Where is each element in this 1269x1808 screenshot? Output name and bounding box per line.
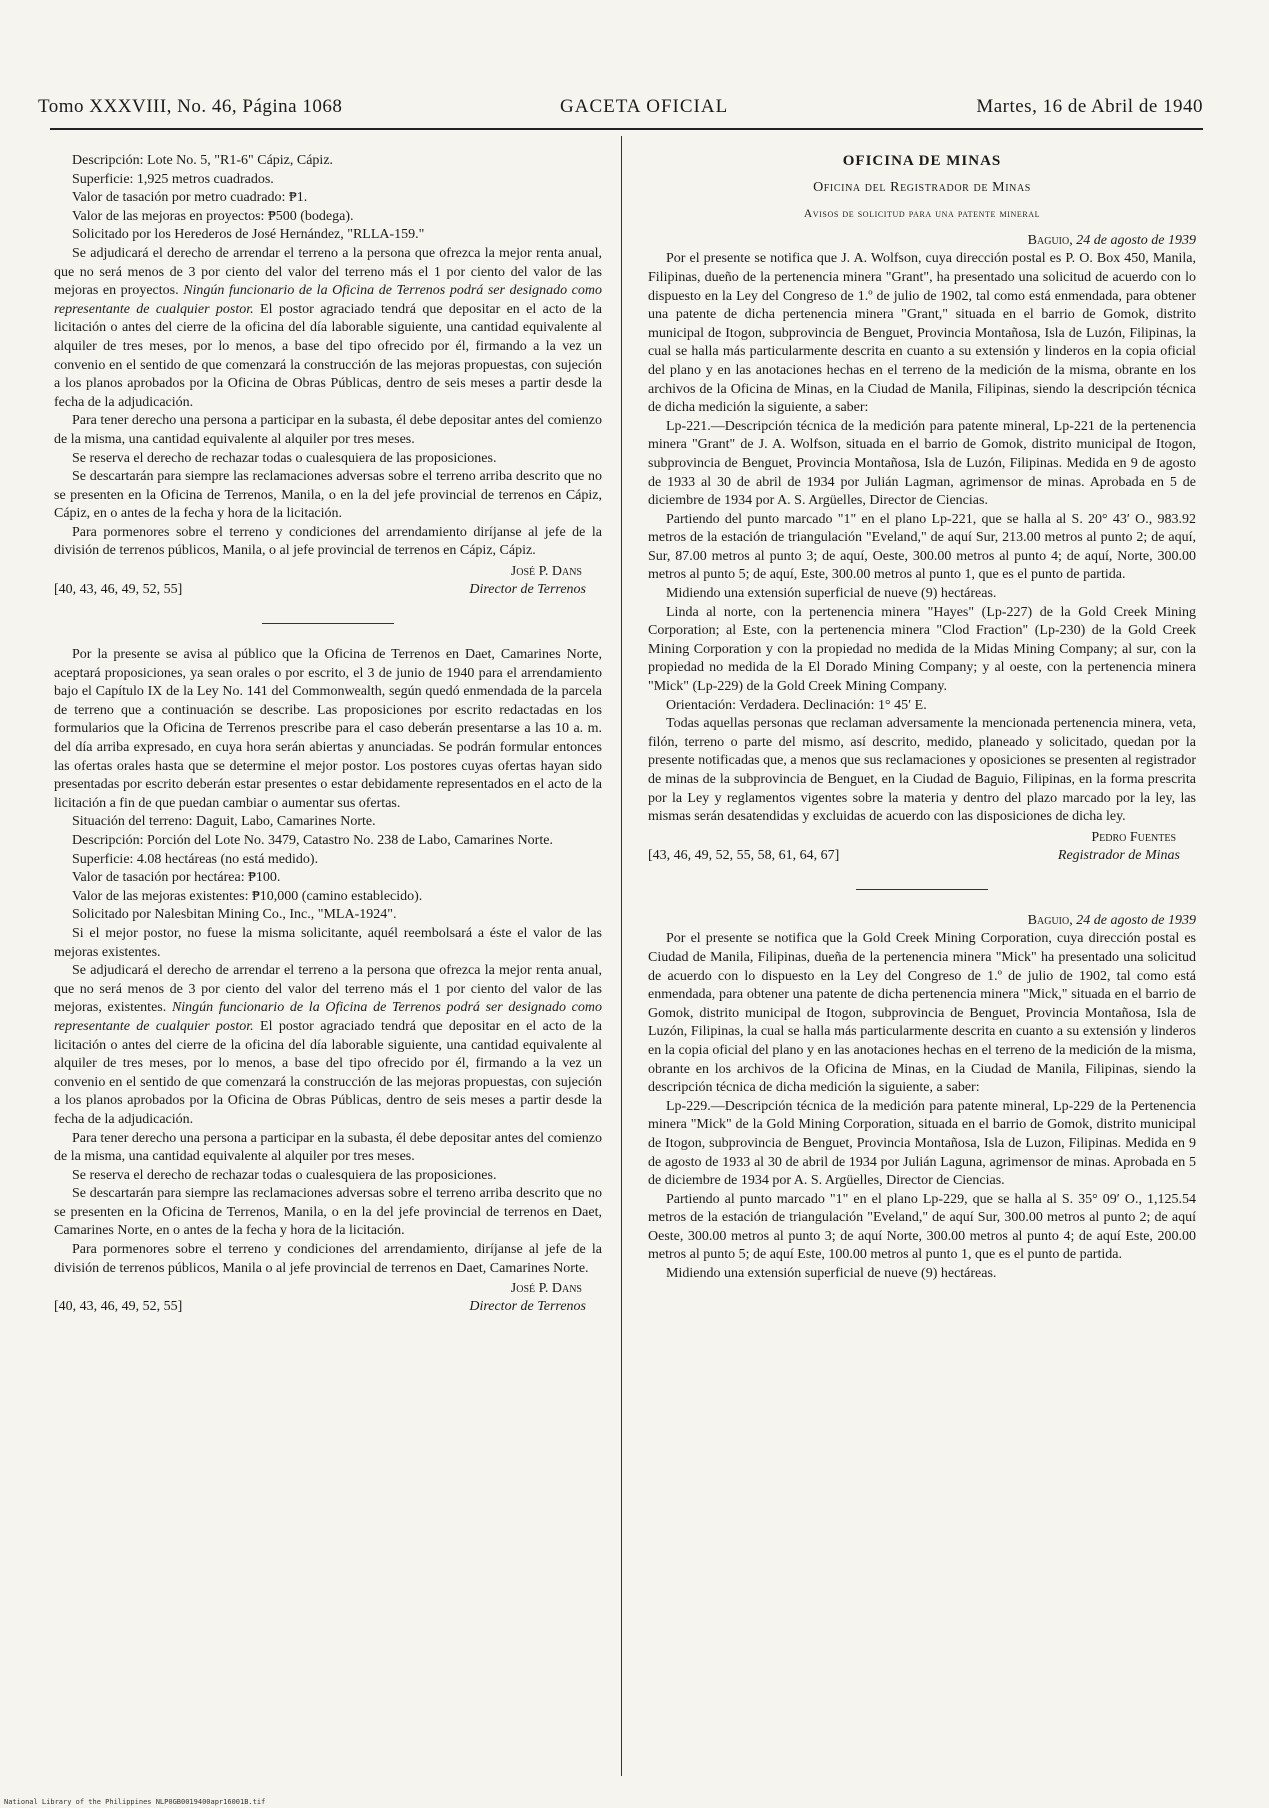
column-divider [621, 136, 622, 1776]
lot-improvements: Valor de las mejoras en proyectos: ₱500 (bodega). [72, 208, 354, 224]
signer-name: José P. Dans [510, 1281, 582, 1297]
signer-title: Director de Terrenos [469, 1299, 586, 1315]
deposit-paragraph: Para tener derecho una persona a participar en la subasta, él debe depositar antes del comienzo de la misma, una cantidad equivalente al alquiler por tres meses. [54, 413, 602, 447]
boundaries-paragraph: Linda al norte, con la pertenencia minera "Hayes" (Lp-227) de la Gold Creek Mining Corporation; al Este, con la pertenencia minera "Clod Fraction" (Lp-230) de la Gold Creek Mining Corporation y con la propiedad no medida de la Midas Mining Company; al sur, con la propiedad no medida de la El Dorado Mining Company; y al oeste, con la pertenencia minera "Mick" (Lp-229) de la Gold Creek Mining Company. [648, 604, 1196, 695]
award-paragraph: Se adjudicará el derecho de arrendar el terreno a la persona que ofrezca la mejor renta anual, que no será menos de 3 por ciento del valor del terreno más el 1 por ciento del valor de las mejoras, existentes. Ningún funcionario de la Oficina de Terrenos podrá ser designado como representante de cualquier postor. El postor agraciado tendrá que depositar en el acto de la licitación o antes del cierre de la oficina del día laborable siguiente, una cantidad equivalente al alquiler de tres meses, por lo menos, a base del tipo ofrecido por él, firmando a la vez un convenio en el sentido de que comenzará la construcción de las mejoras propuestas, con sujeción a los planos aprobados por la Oficina de Obras Públicas, dentro de seis meses a partir desde la fecha de la adjudicación. [54, 963, 603, 1127]
section-subheading: Oficina del Registrador de Minas [813, 179, 1031, 195]
left-column [54, 152, 602, 1318]
notice-intro: Por la presente se avisa al público que la Oficina de Terrenos en Daet, Camarines Norte, aceptará proposiciones, ya sean orales o por escrito, el 3 de junio de 1940 para el arrendamiento bajo el Capítulo IX de la Ley No. 141 del Commonwealth, según quedó enmendada de la parcela de terreno que a continuación se describe. Las proposiciones por escrito redactadas en los formularios que la Oficina de Terrenos prescribe para el caso deberán presentarse a las 10 a. m. del día arriba expresado, en cuya hora serán abiertas y anunciadas. Se podrán formular entonces las ofertas orales hasta que se determine el mejor postor. Los postores cuyas ofertas hayan sido presentadas por escrito deberán estar presentes o estar debidamente representados en el acto de la licitación a fin de que puedan cambiar o aumentar sus ofertas. [54, 647, 602, 811]
scan-footer: National Library of the Philippines NLP0GB0019400apr16001B.tif [4, 1798, 266, 1806]
signer-title: Registrador de Minas [1057, 847, 1180, 863]
signature-block [54, 1280, 602, 1318]
claims-paragraph: Todas aquellas personas que reclaman adversamente la mencionada pertenencia minera, veta, filón, terreno o parte del mismo, así descrito, medido, planeado y solicitado, quedan por la presente notificadas que, a menos que sus reclamaciones y oposiciones se presenten al registrador de minas de la subprovincia de Benguet, en la Ciudad de Baguio, Filipinas, en la forma prescrita por la Ley y reglamentos vigentes sobre la materia y dentro del plazo marcado por la ley, las mismas serán desatendidas y excluidas de acuerdo con las disposiciones de dicha ley. [648, 716, 1196, 825]
lot-area: Superficie: 4.08 hectáreas (no está medido). [72, 851, 319, 867]
issue-refs: [43, 46, 49, 52, 55, 58, 61, 64, 67] [648, 847, 840, 863]
section-heading: OFICINA DE MINAS [842, 153, 1002, 169]
issue-refs: [40, 43, 46, 49, 52, 55] [54, 1299, 183, 1315]
dateline: Baguio, 24 de agosto de 1939 [1027, 232, 1196, 248]
lot-applicant: Solicitado por los Herederos de José Hernández, "RLLA-159." [72, 227, 425, 243]
issue-refs: [40, 43, 46, 49, 52, 55] [54, 582, 183, 598]
discard-paragraph: Se descartarán para siempre las reclamaciones adversas sobre el terreno arriba descrito que no se presenten en la Oficina de Terrenos, Manila, o en la del jefe provincial de terrenos en Cápiz, Cápiz, en o antes de la fecha y hora de la licitación. [54, 469, 602, 522]
details-paragraph: Para pormenores sobre el terreno y condiciones del arrendamiento, diríjanse al jefe de la división de terrenos públicos, Manila o al jefe provincial de terrenos en Daet, Camarines Norte. [54, 1242, 602, 1276]
notice-cápiz [54, 152, 602, 601]
notice-paragraph: Por el presente se notifica que la Gold Creek Mining Corporation, cuya dirección postal es Ciudad de Manila, Filipinas, dueña de la pertenencia minera "Mick" ha presentado una solicitud de acuerdo con lo dispuesto en la Ley del Congreso de 1.º de julio de 1902, tal como está enmendada, para obtener una patente de dicha pertenencia minera "Mick," situada en el barrio de Gomok, distrito municipal de Itogon, subprovincia de Benguet, Provincia Montañosa, Isla de Luzón, Filipinas, la cual se halla más particularmente descrita en cuanto a su extensión y linderos en la copia oficial del plano y en las anotaciones hechas en el terreno de la medición de la misma, obrante en los archivos de la Oficina de Minas, en la Ciudad de Manila, Filipinas, siendo la descripción técnica de dicha medición la siguiente, a saber: [648, 931, 1196, 1096]
notice-daet [54, 646, 602, 1318]
signature-block [54, 563, 602, 601]
lot-valuation: Valor de tasación por hectárea: ₱100. [72, 870, 281, 886]
signature-block [648, 829, 1196, 867]
survey-points: Partiendo al punto marcado "1" en el plano Lp-229, que se halla al S. 35° 09′ O., 1,125.54 metros de la estación de triangulación "Eveland," de aquí Sur, 300.00 metros al punto 2; de aquí Oeste, 300.00 metros al punto 3; de aquí Norte, 300.00 metros al punto 4; de aquí Este, 200.00 metros al punto 5; de aquí Este, 100.00 metros al punto 1, que es el punto de partida. [648, 1191, 1196, 1263]
area-paragraph: Midiendo una extensión superficial de nueve (9) hectáreas. [666, 586, 997, 602]
orientation-paragraph: Orientación: Verdadera. Declinación: 1° 45′ E. [666, 697, 927, 713]
area-paragraph: Midiendo una extensión superficial de nueve (9) hectáreas. [666, 1266, 997, 1282]
header-rule [50, 128, 1203, 130]
dateline: Baguio, 24 de agosto de 1939 [1027, 912, 1196, 928]
notice-mick [648, 912, 1196, 1284]
deposit-paragraph: Para tener derecho una persona a participar en la subasta, él debe depositar antes del comienzo de la misma, una cantidad equivalente al alquiler por tres meses. [54, 1130, 602, 1165]
header-date: Martes, 16 de Abril de 1940 [976, 96, 1203, 117]
reserve-paragraph: Se reserva el derecho de rechazar todas o cualesquiera de las proposiciones. [72, 1167, 497, 1183]
lot-area: Superficie: 1,925 metros cuadrados. [72, 171, 274, 187]
land-location: Situación del terreno: Daguit, Labo, Camarines Norte. [72, 814, 376, 830]
notice-separator [856, 889, 988, 890]
lot-valuation: Valor de tasación por metro cuadrado: ₱1. [72, 190, 308, 206]
lot-applicant: Solicitado por Nalesbitan Mining Co., Inc., "MLA-1924". [72, 907, 397, 923]
award-paragraph: Se adjudicará el derecho de arrendar el terreno a la persona que ofrezca la mejor renta anual, que no será menos de 3 por ciento del valor del terreno más el 1 por ciento del valor de las mejoras en proyectos. Ningún funcionario de la Oficina de Terrenos podrá ser designado como representante de cualquier postor. El postor agraciado tendrá que depositar en el acto de la licitación o antes del cierre de la oficina del día laborable siguiente, una cantidad equivalente al alquiler de tres meses, por lo menos, a base del tipo ofrecido por él, firmando a la vez un convenio en el sentido de que comenzará la construcción de las mejoras propuestas, con sujeción a los planos aprobados por la Oficina de Obras Públicas, dentro de seis meses a partir desde la fecha de la adjudicación. [54, 245, 603, 410]
discard-paragraph: Se descartarán para siempre las reclamaciones adversas sobre el terreno arriba descrito que no se presenten en la Oficina de Terrenos, Manila, o en la del jefe provincial de terrenos en Daet, Camarines Norte, en o antes de la fecha y hora de la licitación. [54, 1186, 602, 1239]
header-title: GACETA OFICIAL [560, 96, 729, 117]
signer-name: Pedro Fuentes [1091, 829, 1176, 845]
lot-description: Descripción: Lote No. 5, "R1-6" Cápiz, Cápiz. [72, 153, 334, 168]
section-subheading-2: Avisos de solicitud para una patente mineral [803, 208, 1041, 221]
technical-description: Lp-221.—Descripción técnica de la medición para patente mineral, Lp-221 de la pertenencia minera "Grant" de J. A. Wolfson, situada en el barrio de Gomok, distrito municipal de Itogon, subprovincia de Benguet, Provincia Montañosa, Isla de Luzón, Filipinas. Medida en 9 de agosto de 1933 al 30 de abril de 1934 por Julián Lagman, agrimensor de minas. Aprobada en 5 de diciembre de 1934 por A. S. Argüelles, Director de Ciencias. [648, 418, 1196, 509]
survey-points: Partiendo del punto marcado "1" en el plano Lp-221, que se halla al S. 20° 43′ O., 983.92 metros de la estación de triangulación "Eveland," de aquí Sur, 213.00 metros al punto 2; de aquí, Sur, 87.00 metros al punto 3; de aquí, Oeste, 300.00 metros al punto 4; de aquí, Norte, 300.00 metros al punto 5; de aquí, Este, 300.00 metros al punto 1, que es el punto de partida. [648, 511, 1196, 583]
signer-title: Director de Terrenos [469, 582, 586, 598]
notice-paragraph: Por el presente se notifica que J. A. Wolfson, cuya dirección postal es P. O. Box 450, Manila, Filipinas, dueño de la pertenencia minera "Grant", ha presentado una solicitud de acuerdo con lo dispuesto en la Ley del Congreso de 1.º de julio de 1902, tal como está enmendada, para obtener una patente de dicha pertenencia minera "Grant," situada en el barrio de Gomok, distrito municipal de Itogon, subprovincia de Benguet, Provincia Montañosa, Isla de Luzón, Filipinas, la cual se halla más particularmente descrita en cuanto a su extensión y linderos en la copia oficial del plano y en las anotaciones hechas en el terreno de la medición de la misma, obrante en los archivos de la Oficina de Minas, en la Ciudad de Manila, Filipinas, siendo la descripción técnica de dicha medición la siguiente, a saber: [648, 251, 1196, 416]
details-paragraph: Para pormenores sobre el terreno y condiciones del arrendamiento diríjanse al jefe de la división de terrenos públicos, Manila, o al jefe provincial de terrenos en Cápiz, Cápiz. [54, 524, 602, 559]
right-column [648, 152, 1196, 1284]
lot-improvements: Valor de las mejoras existentes: ₱10,000 (camino establecido). [72, 888, 423, 904]
lot-description: Descripción: Porción del Lote No. 3479, Catastro No. 238 de Labo, Camarines Norte. [72, 833, 553, 848]
reimbursement-paragraph: Si el mejor postor, no fuese la misma solicitante, aquél reembolsará a éste el valor de las mejoras existentes. [54, 925, 602, 960]
notice-separator [262, 623, 394, 624]
reserve-paragraph: Se reserva el derecho de rechazar todas o cualesquiera de las proposiciones. [72, 450, 497, 466]
notice-grant [648, 232, 1196, 867]
technical-description: Lp-229.—Descripción técnica de la medición para patente mineral, Lp-229 de la Pertenencia minera "Mick" de la Gold Mining Corporation, situada en el barrio de Gomok, distrito municipal de Itogon, subprovincia de Benguet, Provincia Montañosa, Isla de Luzon, Filipinas. Medida en 9 de agosto de 1933 al 30 de abril de 1934 por Julián Laguna, agrimensor de minas. Aprobada en 5 de diciembre de 1934 por A. S. Argüelles, Director de Ciencias. [648, 1098, 1196, 1189]
page-header [38, 96, 1203, 126]
signer-name: José P. Dans [510, 564, 582, 580]
header-volume-page: Tomo XXXVIII, No. 46, Página 1068 [38, 96, 343, 117]
